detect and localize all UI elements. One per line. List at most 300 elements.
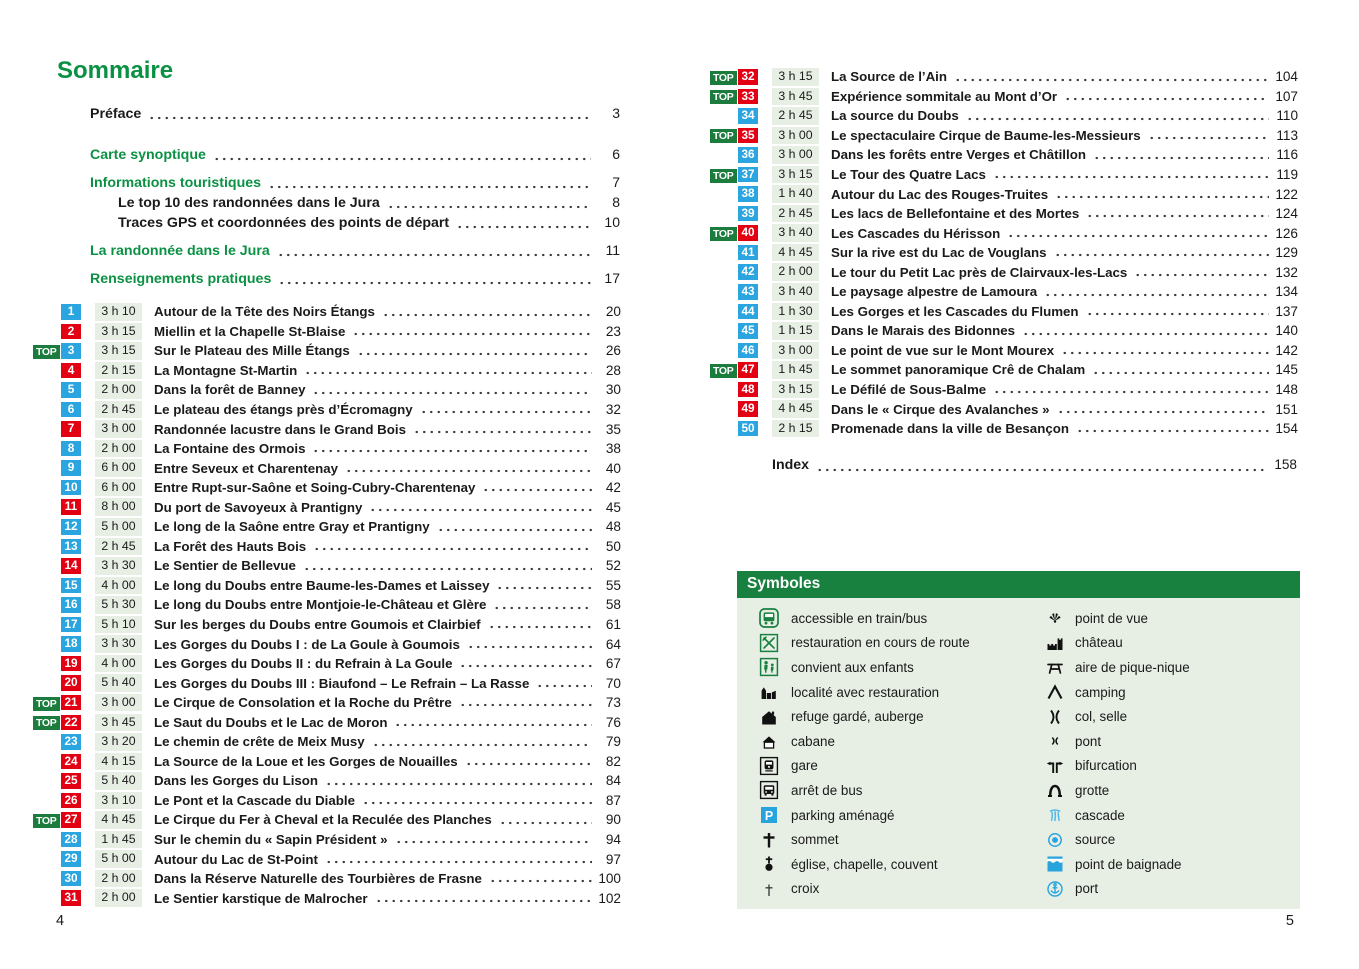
legend-row: [747, 655, 1035, 680]
dot-leader: [456, 214, 591, 234]
route-duration: 3 h 30: [95, 557, 142, 575]
route-page-number: 82: [605, 753, 621, 769]
route-title: Le Cirque de Consolation et la Roche du Prêtre: [154, 695, 452, 711]
route-duration: 3 h 00: [772, 127, 819, 145]
toc-route-row: [33, 419, 621, 439]
route-page-number: 94: [605, 832, 621, 848]
route-title: Le Cirque du Fer à Cheval et la Reculée des Planches: [154, 812, 492, 828]
route-number-badge: 8: [61, 441, 81, 457]
route-page-number: 132: [1275, 264, 1298, 280]
route-number-slot: [61, 793, 82, 809]
dot-leader: [357, 341, 592, 361]
route-number-slot: [738, 147, 759, 163]
top-badge-slot: [710, 166, 738, 184]
route-title: Les Cascades du Hérisson: [831, 225, 1001, 241]
toc-route-row: [33, 322, 621, 342]
route-page-number: 148: [1275, 382, 1298, 398]
toc-route-row: [33, 556, 621, 576]
top-badge-slot: [710, 224, 738, 242]
route-page-number: 87: [605, 792, 621, 808]
legend-row: [747, 852, 1035, 877]
toc-route-row: [33, 595, 621, 615]
toc-route-row: [33, 380, 621, 400]
legend-label: croix: [791, 881, 820, 897]
route-number-badge: 29: [61, 851, 81, 867]
route-number-badge: 10: [61, 480, 81, 496]
route-page-number: 102: [598, 890, 621, 906]
route-page-number: 28: [605, 362, 621, 378]
route-page-number: 52: [605, 558, 621, 574]
route-page-number: 124: [1275, 206, 1298, 222]
route-title: Miellin et la Chapelle St-Blaise: [154, 323, 346, 339]
route-duration: 3 h 15: [772, 68, 819, 86]
toc-route-row: [33, 517, 621, 537]
toc-route-row: [710, 87, 1298, 107]
route-number-badge: 2: [61, 324, 81, 340]
top-badge-slot: [710, 87, 738, 105]
route-number-badge: 38: [738, 186, 758, 202]
legend-label: camping: [1075, 684, 1126, 700]
route-number-badge: 43: [738, 284, 758, 300]
top-badge-slot: [710, 361, 738, 379]
route-number-slot: [61, 519, 82, 535]
parking-icon: [747, 805, 791, 825]
front-matter-row: [90, 146, 620, 166]
route-number-slot: [61, 402, 82, 418]
route-page-number: 79: [605, 734, 621, 750]
dot-leader: [1086, 302, 1269, 322]
hut-icon: [747, 731, 791, 751]
dot-leader: [1061, 341, 1269, 361]
route-number-slot: [61, 382, 82, 398]
route-number-slot: [61, 851, 82, 867]
toc-route-row: [33, 361, 621, 381]
dot-leader: [420, 400, 592, 420]
route-number-slot: [61, 539, 82, 555]
route-number-slot: [61, 715, 82, 731]
route-number-slot: [61, 597, 82, 613]
route-number-badge: 18: [61, 636, 81, 652]
route-number-badge: 39: [738, 206, 758, 222]
route-title: Autour du Lac de St-Point: [154, 851, 318, 867]
dot-leader: [459, 693, 592, 713]
route-number-badge: 16: [61, 597, 81, 613]
dot-leader: [1134, 262, 1269, 282]
toc-route-row: [33, 478, 621, 498]
toc-route-row: [33, 576, 621, 596]
port-icon: [1035, 879, 1075, 899]
legend-label: refuge gardé, auberge: [791, 709, 924, 725]
route-number-slot: [738, 167, 759, 183]
route-page-number: 64: [605, 636, 621, 652]
legend-label: grotte: [1075, 782, 1110, 798]
route-duration: 3 h 20: [95, 733, 142, 751]
legend-label: port: [1075, 881, 1099, 897]
top-badge: TOP: [710, 71, 737, 85]
toc-route-row: [33, 497, 621, 517]
route-number-slot: [738, 382, 759, 398]
route-title: Les Gorges du Doubs III : Biaufond – Le Refrain – La Rasse: [154, 675, 530, 691]
legend-label: source: [1075, 832, 1116, 848]
front-matter-row: [90, 105, 620, 125]
dot-leader: [1092, 360, 1269, 380]
top-badge-slot: [33, 713, 61, 731]
route-title: Expérience sommitale au Mont d’Or: [831, 88, 1058, 104]
dot-leader: [1055, 184, 1269, 204]
route-number-badge: 26: [61, 793, 81, 809]
route-page-number: 32: [605, 402, 621, 417]
toc-route-row: [33, 830, 621, 850]
route-page-number: 100: [598, 871, 621, 887]
dot-leader: [465, 752, 592, 772]
top-badge: TOP: [33, 345, 60, 359]
dot-leader: [148, 105, 591, 125]
route-title: Le sommet panoramique Crê de Chalam: [831, 362, 1086, 378]
route-duration: 5 h 30: [95, 596, 142, 614]
toc-route-row: [33, 458, 621, 478]
legend-row: [1035, 606, 1300, 631]
front-matter-page-number: 8: [612, 194, 620, 210]
route-page-number: 119: [1276, 167, 1298, 182]
dot-leader: [1064, 87, 1269, 107]
route-title: Autour du Lac des Rouges-Truites: [831, 186, 1049, 202]
dot-leader: [345, 458, 592, 478]
dot-leader: [489, 869, 592, 889]
toc-route-row: [33, 771, 621, 791]
front-matter-row: [90, 270, 620, 290]
route-number-slot: [61, 324, 82, 340]
legend-row: [1035, 754, 1300, 779]
route-number-badge: 14: [61, 558, 81, 574]
route-page-number: 45: [605, 499, 621, 515]
route-number-slot: [61, 578, 82, 594]
svg-text:P: P: [764, 808, 774, 823]
legend-row: [747, 803, 1035, 828]
route-number-slot: [738, 362, 759, 378]
camping-icon: [1035, 682, 1075, 702]
route-title: Le Saut du Doubs et le Lac de Moron: [154, 714, 388, 730]
dot-leader: [387, 194, 591, 214]
dot-leader: [313, 537, 592, 557]
dot-leader: [993, 380, 1269, 400]
route-number-slot: [61, 421, 82, 437]
toc-route-row: [33, 810, 621, 830]
route-number-slot: [61, 675, 82, 691]
top-badge-slot: [33, 811, 61, 829]
toc-route-row: [33, 673, 621, 693]
bifurcation-icon: [1035, 756, 1075, 776]
route-number-badge: 24: [61, 754, 81, 770]
route-duration: 1 h 30: [772, 303, 819, 321]
route-title: Dans le « Cirque des Avalanches »: [831, 401, 1050, 417]
route-duration: 3 h 15: [95, 342, 142, 360]
route-number-badge: 3: [61, 343, 81, 359]
waterfall-icon: [1035, 805, 1075, 825]
route-page-number: 20: [605, 304, 621, 320]
route-title: Sur la rive est du Lac de Vouglans: [831, 245, 1047, 261]
route-title: Sur le Plateau des Mille Étangs: [154, 343, 350, 359]
route-number-badge: 9: [61, 460, 81, 476]
toc-route-row: [710, 165, 1298, 185]
toc-route-row: [710, 106, 1298, 126]
dot-leader: [303, 556, 592, 576]
route-title: Dans la Réserve Naturelle des Tourbières de Frasne: [154, 871, 482, 887]
route-number-badge: 15: [61, 578, 81, 594]
restaurant-icon: [747, 633, 791, 653]
index-label: Index: [772, 457, 810, 473]
route-duration: 3 h 15: [95, 323, 142, 341]
symbols-legend-body: [737, 598, 1300, 901]
bus-train-icon: [747, 608, 791, 628]
dot-leader: [496, 576, 592, 596]
route-duration: 3 h 45: [772, 88, 819, 106]
toc-route-row: [710, 223, 1298, 243]
dot-leader: [954, 67, 1269, 87]
toc-route-row: [33, 341, 621, 361]
route-duration: 2 h 15: [772, 420, 819, 438]
toc-route-row: [33, 693, 621, 713]
route-title: Du port de Savoyeux à Prantigny: [154, 499, 363, 515]
front-matter-row: [90, 242, 620, 262]
top-badge: TOP: [33, 814, 60, 828]
route-title: Le long du Doubs entre Montjoie-le-Château et Glère: [154, 597, 487, 613]
route-number-badge: 32: [738, 69, 758, 85]
route-duration: 4 h 15: [95, 753, 142, 771]
route-page-number: 50: [605, 538, 621, 554]
dot-leader: [325, 771, 592, 791]
legend-row: [1035, 877, 1300, 902]
dot-leader: [312, 380, 592, 400]
route-title: La Source de l’Ain: [831, 69, 948, 85]
top-badge: TOP: [710, 169, 737, 183]
route-number-slot: [61, 890, 82, 906]
route-number-badge: 27: [61, 812, 81, 828]
route-title: Entre Rupt-sur-Saône et Soing-Cubry-Charentenay: [154, 480, 476, 496]
symbols-column-right: [1035, 606, 1300, 901]
top-badge: TOP: [710, 364, 737, 378]
route-number-slot: [738, 304, 759, 320]
route-duration: 2 h 45: [772, 107, 819, 125]
legend-label: cabane: [791, 733, 835, 749]
route-page-number: 90: [605, 812, 621, 828]
legend-label: sommet: [791, 832, 839, 848]
legend-label: bifurcation: [1075, 758, 1137, 774]
route-duration: 1 h 45: [95, 831, 142, 849]
dot-leader: [493, 595, 592, 615]
toc-route-row: [33, 888, 621, 908]
route-number-slot: [61, 871, 82, 887]
route-page-number: 76: [605, 714, 621, 730]
picnic-icon: [1035, 657, 1075, 677]
route-duration: 3 h 30: [95, 635, 142, 653]
route-number-badge: 47: [738, 362, 758, 378]
route-page-number: 58: [605, 597, 621, 613]
route-number-badge: 25: [61, 773, 81, 789]
route-duration: 3 h 45: [95, 714, 142, 732]
route-page-number: 129: [1275, 245, 1298, 261]
legend-label: arrêt de bus: [791, 782, 863, 798]
toc-route-row: [33, 302, 621, 322]
route-duration: 3 h 10: [95, 792, 142, 810]
legend-row: [1035, 680, 1300, 705]
route-duration: 5 h 00: [95, 518, 142, 536]
route-duration: 5 h 40: [95, 674, 142, 692]
toc-route-row: [710, 321, 1298, 341]
spring-icon: [1035, 830, 1075, 850]
route-duration: 4 h 45: [772, 400, 819, 418]
route-number-badge: 11: [61, 499, 81, 515]
toc-route-row: [710, 184, 1298, 204]
route-title: Le tour du Petit Lac près de Clairvaux-les-Lacs: [831, 264, 1128, 280]
dot-leader: [375, 888, 592, 908]
index-page-number: 158: [1274, 457, 1297, 472]
route-page-number: 30: [605, 382, 621, 398]
legend-row: [747, 704, 1035, 729]
front-matter-label: Carte synoptique: [90, 147, 206, 163]
route-number-slot: [738, 225, 759, 241]
toc-route-row: [33, 634, 621, 654]
dot-leader: [536, 673, 592, 693]
route-title: Autour de la Tête des Noirs Étangs: [154, 304, 375, 320]
route-duration: 2 h 45: [95, 538, 142, 556]
symbols-legend: [737, 571, 1300, 909]
legend-label: cascade: [1075, 807, 1125, 823]
toc-route-row: [33, 615, 621, 635]
route-page-number: 97: [605, 851, 621, 867]
route-number-badge: 12: [61, 519, 81, 535]
dot-leader: [1044, 282, 1269, 302]
toc-route-row: [33, 869, 621, 889]
dot-leader: [1022, 321, 1269, 341]
route-number-slot: [738, 264, 759, 280]
route-title: Le Pont et la Cascade du Diable: [154, 792, 355, 808]
route-page-number: 110: [1276, 108, 1298, 124]
dot-leader: [1148, 126, 1269, 146]
route-title: La Forêt des Hauts Bois: [154, 538, 307, 554]
route-duration: 3 h 15: [772, 166, 819, 184]
train-station-icon: [747, 756, 791, 776]
route-title: Le Sentier karstique de Malrocher: [154, 890, 368, 906]
route-duration: 6 h 00: [95, 479, 142, 497]
route-title: Le spectaculaire Cirque de Baume-les-Messieurs: [831, 127, 1141, 143]
toc-route-row: [710, 341, 1298, 361]
route-number-slot: [61, 617, 82, 633]
legend-row: [747, 729, 1035, 754]
route-title: Les lacs de Bellefontaine et des Mortes: [831, 206, 1080, 222]
route-page-number: 122: [1275, 186, 1298, 202]
route-duration: 4 h 00: [95, 577, 142, 595]
bus-stop-icon: [747, 780, 791, 800]
symbols-legend-title: Symboles: [737, 571, 1300, 598]
route-page-number: 104: [1275, 69, 1298, 85]
route-page-number: 26: [605, 343, 621, 359]
route-title: Sur les berges du Doubs entre Goumois et Clairbief: [154, 617, 481, 633]
route-number-badge: 46: [738, 343, 758, 359]
route-list-left: [33, 302, 621, 908]
front-matter-page-number: 11: [605, 242, 620, 258]
toc-route-row: [710, 380, 1298, 400]
route-number-badge: 21: [61, 695, 81, 711]
legend-label: point de vue: [1075, 610, 1148, 626]
route-page-number: 84: [605, 773, 621, 789]
castle-icon: [1035, 633, 1075, 653]
route-title: Le point de vue sur le Mont Mourex: [831, 342, 1055, 358]
route-page-number: 48: [605, 519, 621, 535]
route-title: La Source de la Loue et les Gorges de Nouailles: [154, 753, 458, 769]
route-duration: 2 h 45: [772, 205, 819, 223]
route-number-badge: 33: [738, 89, 758, 105]
route-title: Les Gorges du Doubs II : du Refrain à La Goule: [154, 656, 453, 672]
route-duration: 3 h 40: [772, 224, 819, 242]
route-duration: 5 h 10: [95, 616, 142, 634]
dot-leader: [312, 439, 592, 459]
route-title: Dans la forêt de Banney: [154, 382, 306, 398]
route-number-slot: [738, 323, 759, 339]
symbols-column-left: [747, 606, 1035, 901]
route-duration: 3 h 00: [95, 694, 142, 712]
route-title: Le long du Doubs entre Baume-les-Dames et Laissey: [154, 577, 490, 593]
route-page-number: 23: [605, 323, 621, 339]
route-number-badge: 19: [61, 656, 81, 672]
legend-label: pont: [1075, 733, 1102, 749]
toc-route-row: [710, 399, 1298, 419]
route-number-badge: 50: [738, 421, 758, 437]
top-badge: TOP: [33, 716, 60, 730]
route-number-slot: [738, 284, 759, 300]
route-title: La Montagne St-Martin: [154, 362, 298, 378]
page-number-right: 5: [1285, 913, 1294, 929]
route-number-badge: 36: [738, 147, 758, 163]
route-number-slot: [61, 636, 82, 652]
route-number-slot: [738, 343, 759, 359]
route-number-slot: [738, 89, 759, 105]
toc-route-row: [33, 712, 621, 732]
legend-row: [747, 631, 1035, 656]
route-title: Les Gorges du Doubs I : de La Goule à Goumois: [154, 636, 460, 652]
route-number-badge: 17: [61, 617, 81, 633]
dot-leader: [304, 361, 592, 381]
legend-row: [1035, 704, 1300, 729]
dot-leader: [413, 419, 592, 439]
route-number-slot: [738, 421, 759, 437]
route-number-badge: 37: [738, 167, 758, 183]
route-number-badge: 6: [61, 402, 81, 418]
top-badge: TOP: [710, 90, 737, 104]
route-title: Les Gorges et les Cascades du Flumen: [831, 303, 1079, 319]
route-number-badge: 28: [61, 832, 81, 848]
toc-route-row: [33, 849, 621, 869]
legend-row: [1035, 778, 1300, 803]
route-number-badge: 31: [61, 890, 81, 906]
top-badge: TOP: [710, 129, 737, 143]
route-duration: 3 h 00: [95, 420, 142, 438]
route-title: Sur le chemin du « Sapin Président »: [154, 832, 388, 848]
legend-label: accessible en train/bus: [791, 610, 928, 626]
page-number-left: 4: [56, 913, 65, 929]
route-duration: 4 h 45: [772, 244, 819, 262]
route-number-slot: [61, 754, 82, 770]
route-number-badge: 48: [738, 382, 758, 398]
route-page-number: 145: [1275, 362, 1298, 378]
dot-leader: [1076, 419, 1269, 439]
route-duration: 1 h 15: [772, 322, 819, 340]
route-number-slot: [61, 695, 82, 711]
dot-leader: [459, 654, 592, 674]
route-title: La Fontaine des Ormois: [154, 441, 306, 457]
front-matter-row: [90, 174, 620, 194]
dot-leader: [268, 174, 591, 194]
route-duration: 3 h 10: [95, 303, 142, 321]
